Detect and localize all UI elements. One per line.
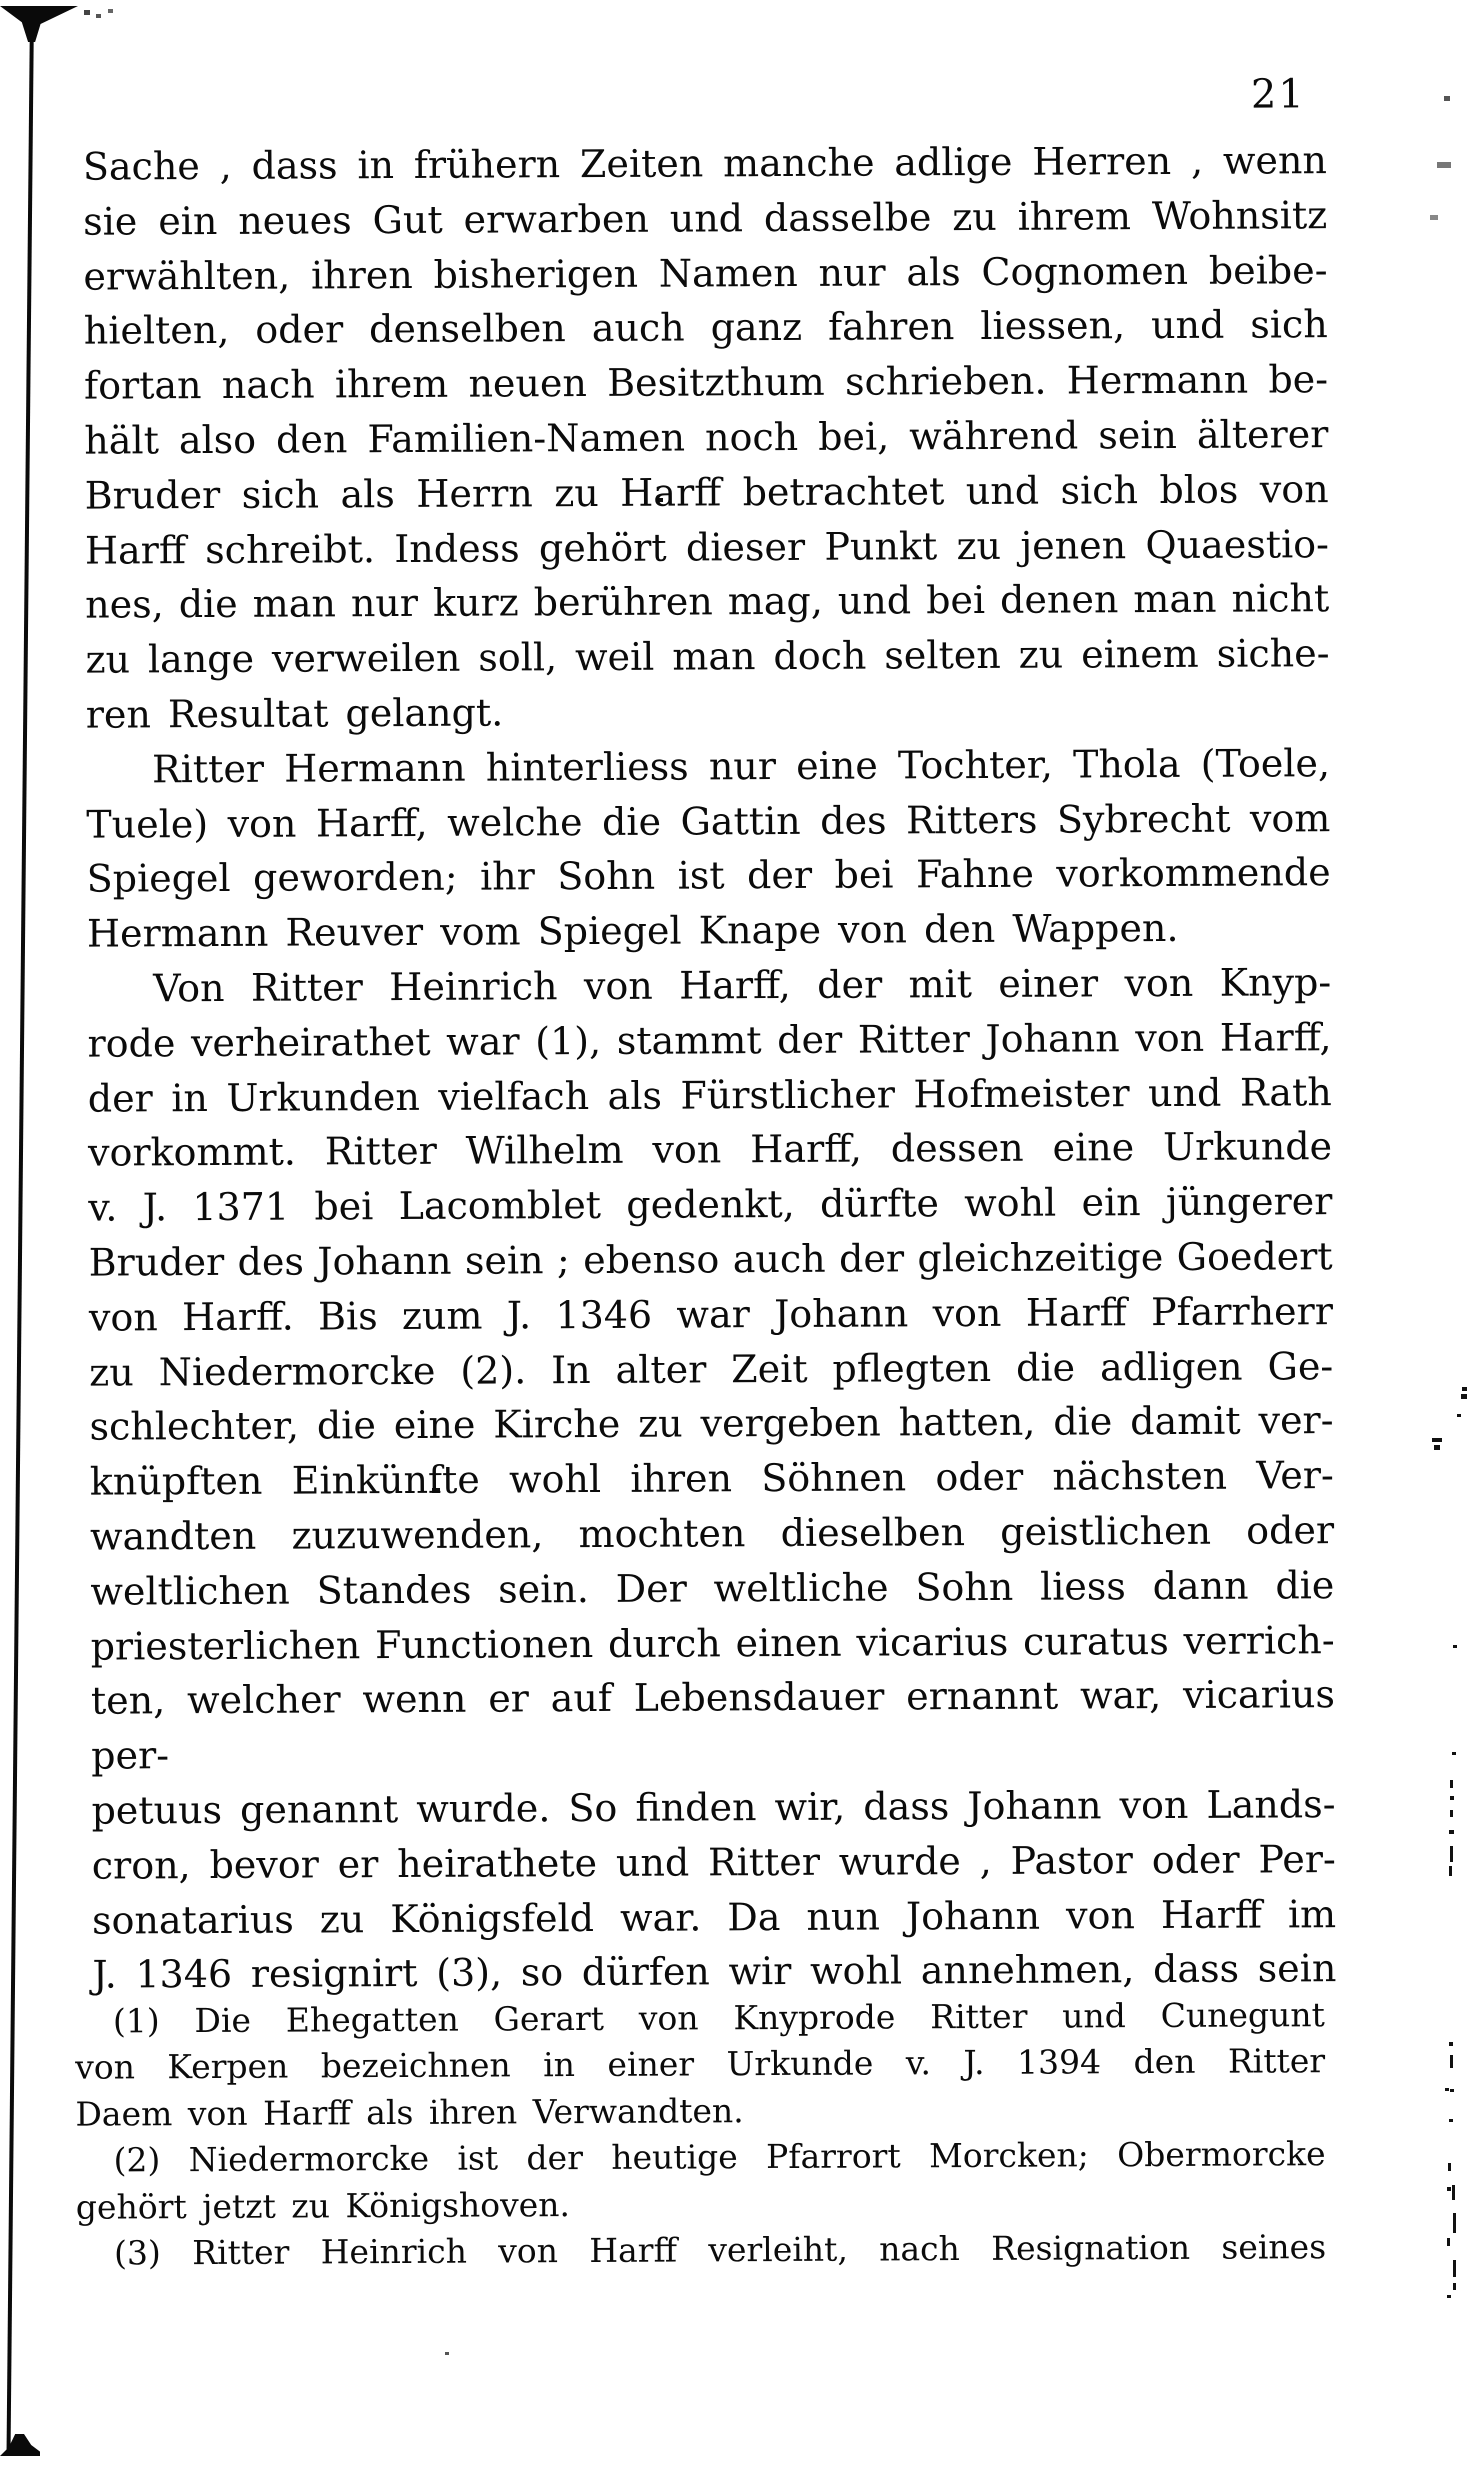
body-line: ren Resultat gelangt. [85, 690, 504, 737]
body-line: vorkommt. Ritter Wilhelm von Harff, dessen eine Urkunde [87, 1124, 1333, 1176]
scan-speck [1457, 1414, 1461, 1417]
scan-speck [1432, 1438, 1442, 1442]
body-line: Harff schreibt. Indess gehört dieser Punkt zu jenen Quaestio- [84, 521, 1330, 573]
body-line: knüpften Einkünfte wohl ihren Söhnen oder nächsten Ver- [89, 1453, 1334, 1504]
body-line: sonatarius zu Königsfeld war. Da nun Johann von Harff im [91, 1891, 1337, 1943]
scan-speck [84, 10, 90, 15]
scan-speck [1437, 162, 1451, 168]
body-line: Bruder des Johann sein ; ebenso auch der gleichzeitige Goedert [88, 1234, 1333, 1285]
page-number: 21 [1250, 71, 1306, 118]
body-line: weltlichen Standes sein. Der weltliche Sohn liess dann die [90, 1562, 1335, 1614]
scan-speck [1447, 2238, 1450, 2246]
scan-speck [96, 14, 101, 18]
body-text [83, 133, 1337, 2003]
body-line: nes, die man nur kurz berühren mag, und bei denen man nicht [85, 576, 1330, 628]
scan-speck [1445, 2088, 1449, 2091]
footnote-line: (2) Niedermorcke ist der heutige Pfarrort Morcken; Obermorcke [113, 2134, 1326, 2180]
scan-speck [445, 2352, 449, 2355]
body-line: v. J. 1371 bei Lacomblet gedenkt, dürfte wohl ein jüngerer [88, 1179, 1333, 1230]
body-line: hielten, oder denselben auch ganz fahren liessen, und sich [83, 302, 1328, 354]
body-line: hält also den Familien-Namen noch bei, während sein älterer [84, 412, 1329, 463]
scan-speck [1462, 1387, 1467, 1391]
scan-speck [1449, 2042, 1453, 2046]
scan-speck [1447, 2295, 1451, 2298]
body-line: zu lange verweilen soll, weil man doch selten zu einem siche- [85, 631, 1330, 682]
body-line: rode verheirathet war (1), stammt der Ritter Johann von Harff, [87, 1014, 1332, 1066]
scan-speck [1452, 1752, 1456, 1755]
scan-speck [1452, 2185, 1455, 2200]
footnote-line: (1) Die Ehegatten Gerart von Knyprode Ritter und Cunegunt [112, 1995, 1325, 2041]
scan-speck [1453, 2213, 1456, 2233]
scan-speck [1447, 2187, 1451, 2191]
body-line: cron, bevor er heirathete und Ritter wurde , Pastor oder Per- [91, 1836, 1336, 1888]
body-line: ten, welcher wenn er auf Lebensdauer ernannt war, vicarius per- [90, 1672, 1336, 1778]
scan-speck [1444, 96, 1450, 101]
scan-speck [1450, 1810, 1453, 1817]
body-line: Tuele) von Harff, welche die Gattin des Ritters Sybrecht vom [86, 795, 1331, 847]
scan-speck [1450, 1796, 1454, 1800]
body-line: zu Niedermorcke (2). In alter Zeit pflegten die adligen Ge- [89, 1343, 1334, 1395]
footnote-line: Daem von Harff als ihren Verwandten. [75, 2090, 744, 2134]
body-line: sie ein neues Gut erwarben und dasselbe zu ihrem Wohnsitz [83, 192, 1328, 244]
body-line: der in Urkunden vielfach als Fürstlicher Hofmeister und Rath [87, 1069, 1332, 1121]
body-line: erwählten, ihren bisherigen Namen nur als Cognomen beibe- [83, 247, 1328, 299]
scan-speck [1450, 1780, 1453, 1788]
footnote-line: (3) Ritter Heinrich von Harff verleiht, nach Resignation seines [114, 2227, 1327, 2273]
body-line: Von Ritter Heinrich von Harff, der mit einer von Knyp- [153, 960, 1332, 1011]
scan-speck [1449, 2119, 1453, 2122]
body-line: petuus genannt wurde. So finden wir, dass Johann von Lands- [91, 1782, 1336, 1833]
body-line: fortan nach ihrem neuen Besitzthum schrieben. Hermann be- [83, 357, 1329, 408]
footnote-line: gehört jetzt zu Königshoven. [75, 2184, 571, 2227]
footnotes [75, 1992, 1326, 2277]
scan-speck [1449, 1830, 1454, 1834]
scan-speck [1453, 2283, 1456, 2290]
scan-speck [1448, 2163, 1451, 2171]
scan-speck [1434, 1445, 1440, 1450]
gutter-shadow-wedge [0, 6, 78, 42]
scan-speck [108, 9, 113, 13]
body-line: Hermann Reuver vom Spiegel Knape von den Wappen. [86, 906, 1179, 956]
body-line: von Harff. Bis zum J. 1346 war Johann von Harff Pfarrherr [88, 1288, 1334, 1340]
footnote-line: von Kerpen bezeichnen in einer Urkunde v. J. 1394 den Ritter [75, 2041, 1326, 2088]
scan-speck [1450, 1846, 1453, 1862]
body-line: schlechter, die eine Kirche zu vergeben hatten, die damit ver- [89, 1398, 1334, 1449]
body-line: Spiegel geworden; ihr Sohn ist der bei Fahne vorkommende [86, 850, 1331, 902]
body-line: Bruder sich als Herrn zu Harff betrachtet und sich blos von [84, 466, 1329, 518]
body-line: wandten zuzuwenden, mochten dieselben geistlichen oder [89, 1508, 1335, 1559]
scan-speck [1449, 1866, 1452, 1876]
body-line: Ritter Hermann hinterliess nur eine Tochter, Thola (Toele, [151, 740, 1331, 792]
scan-speck [1461, 1394, 1467, 1399]
gutter-shadow-line [7, 8, 34, 2454]
scan-speck [1430, 215, 1438, 220]
scan-speck [1450, 2055, 1453, 2068]
scan-speck [1453, 2260, 1456, 2277]
body-line: Sache , dass in frühern Zeiten manche adlige Herren , wenn [82, 138, 1328, 189]
scan-speck [1450, 2089, 1454, 2092]
body-line: J. 1346 resignirt (3), so dürfen wir wohl annehmen, dass sein [92, 1946, 1337, 1997]
scan-speck [1453, 1645, 1457, 1648]
body-line: priesterlichen Functionen durch einen vicarius curatus verrich- [90, 1617, 1335, 1669]
